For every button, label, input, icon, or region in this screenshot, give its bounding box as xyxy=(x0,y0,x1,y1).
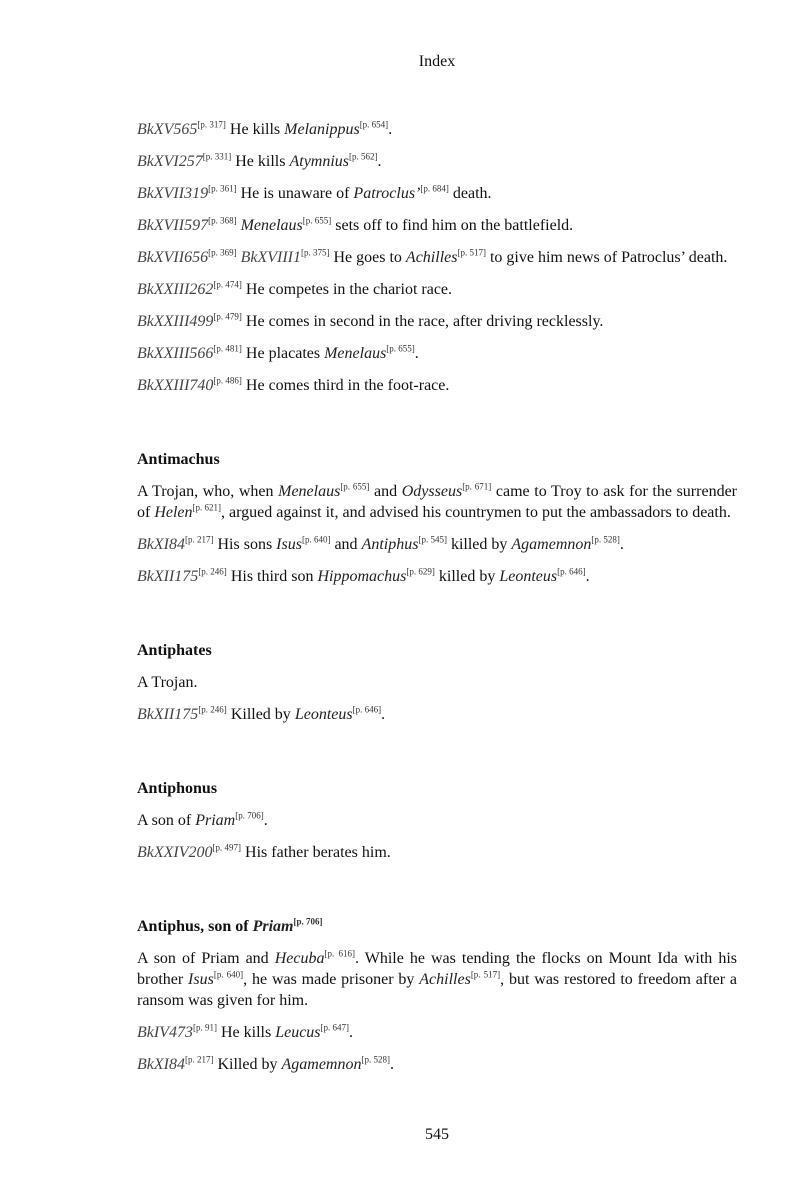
page-reference: [p. 646] xyxy=(352,704,382,715)
entry-text: His third son xyxy=(226,568,318,585)
entry-text: Antiphonus xyxy=(137,780,218,797)
page-reference: [p. 217] xyxy=(184,534,214,545)
page-reference: [p. 369] xyxy=(208,247,237,258)
entry-text: Antimachus xyxy=(137,451,220,468)
index-page xyxy=(137,0,737,1200)
page-reference: [p. 621] xyxy=(192,502,222,513)
entry-text: . xyxy=(619,536,624,553)
page-reference: [p. 654] xyxy=(359,119,389,130)
page-reference: [p. 646] xyxy=(557,566,586,577)
page-reference: [p. 479] xyxy=(213,311,242,322)
index-heading xyxy=(137,640,737,661)
book-reference: BkXII175 xyxy=(137,568,199,585)
entry-text: death. xyxy=(448,185,492,202)
page-reference: [p. 217] xyxy=(184,1054,214,1065)
index-entry xyxy=(137,1054,737,1075)
person-name: Menelaus xyxy=(278,483,341,500)
person-name: Menelaus xyxy=(324,345,387,362)
entry-text: , but was restored to freedom after a ransom was given for him. xyxy=(137,971,738,1009)
entry-text: A Trojan. xyxy=(137,674,198,691)
entry-text: Killed by xyxy=(226,706,295,723)
person-name: Achilles xyxy=(405,249,458,266)
index-entry xyxy=(137,215,737,236)
page-reference: [p. 655] xyxy=(302,215,332,226)
entry-text: He kills xyxy=(225,121,285,138)
person-name: Hippomachus xyxy=(317,568,407,585)
entry-text: A Trojan, who, when xyxy=(137,483,279,500)
entry-text: and xyxy=(330,536,362,553)
entry-text: He comes in second in the race, after driving recklessly. xyxy=(241,313,604,330)
entry-text: . xyxy=(389,1056,394,1073)
entry-text: He kills xyxy=(216,1024,276,1041)
page-reference: [p. 640] xyxy=(301,534,331,545)
index-entry xyxy=(137,375,737,396)
page-reference: [p. 317] xyxy=(197,119,226,130)
book-reference: BkXXIII566 xyxy=(137,345,214,362)
index-heading xyxy=(137,916,737,937)
entry-text: He competes in the chariot race. xyxy=(241,281,453,298)
book-reference: BkXXIII499 xyxy=(137,313,214,330)
person-name: Melanippus xyxy=(284,121,360,138)
index-entry xyxy=(137,247,737,268)
entry-text: . xyxy=(381,706,386,723)
page-reference: [p. 517] xyxy=(470,969,501,980)
index-entry xyxy=(137,279,737,300)
entry-text: A son of xyxy=(137,812,196,829)
entry-text: He goes to xyxy=(329,249,406,266)
person-name: Hecuba xyxy=(274,950,325,967)
person-name: Leonteus xyxy=(294,706,353,723)
book-reference: BkXVII319 xyxy=(137,185,209,202)
index-entry xyxy=(137,311,737,332)
book-reference: BkXXIV200 xyxy=(137,844,213,861)
section-divider xyxy=(137,736,737,778)
entry-text: A son of Priam and xyxy=(137,950,275,967)
entry-text: . While he was tending the flocks on Mount Ida with his brother xyxy=(137,950,737,988)
person-name: Leucus xyxy=(275,1024,321,1041)
page-reference: [p. 517] xyxy=(457,247,486,258)
page-reference: [p. 375] xyxy=(300,247,330,258)
page-reference: [p. 497] xyxy=(212,842,242,853)
running-head: Index xyxy=(418,53,456,70)
book-reference: BkXXIII262 xyxy=(137,281,214,298)
book-reference: BkXVI257 xyxy=(137,153,203,170)
person-name: Achilles xyxy=(419,971,471,988)
page-reference: [p. 562] xyxy=(349,151,378,162)
entry-text: and xyxy=(369,483,402,500)
person-name: Menelaus xyxy=(240,217,303,234)
page-reference: [p. 368] xyxy=(208,215,237,226)
entry-text: sets off to find him on the battlefield. xyxy=(331,217,574,234)
index-description xyxy=(137,481,737,523)
page-reference: [p. 629] xyxy=(406,566,435,577)
page-reference: [p. 486] xyxy=(213,375,242,386)
book-reference: BkXI84 xyxy=(137,536,185,553)
book-reference: BkXVIII1 xyxy=(240,249,301,266)
entry-text: . xyxy=(349,1024,354,1041)
person-name: Agamemnon xyxy=(281,1056,362,1073)
page-reference: [p. 640] xyxy=(213,969,244,980)
person-name: Leonteus xyxy=(499,568,558,585)
index-description xyxy=(137,672,737,693)
page-reference: [p. 647] xyxy=(320,1022,350,1033)
page-reference: [p. 91] xyxy=(192,1022,217,1033)
book-reference: BkXI84 xyxy=(137,1056,185,1073)
index-entry xyxy=(137,151,737,172)
person-name: Priam xyxy=(195,812,236,829)
index-heading xyxy=(137,778,737,799)
entry-text: . xyxy=(377,153,382,170)
entry-text: . xyxy=(388,121,393,138)
entry-text: He kills xyxy=(231,153,290,170)
entry-text: . xyxy=(414,345,419,362)
person-name: Isus xyxy=(188,971,214,988)
index-description xyxy=(137,948,737,1011)
entry-text: . xyxy=(585,568,590,585)
entry-text: Killed by xyxy=(213,1056,282,1073)
entry-text: came to Troy to ask for the surrender of xyxy=(137,483,737,521)
page-reference: [p. 706] xyxy=(235,810,264,821)
entry-text: His father berates him. xyxy=(241,844,391,861)
entry-text: killed by xyxy=(434,568,500,585)
section-divider xyxy=(137,598,737,640)
page-reference: [p. 655] xyxy=(340,481,370,492)
page-reference: [p. 671] xyxy=(462,481,492,492)
section-divider xyxy=(137,874,737,916)
index-entry xyxy=(137,534,737,555)
person-name: Antiphus xyxy=(361,536,419,553)
page-reference: [p. 361] xyxy=(208,183,237,194)
person-name: Odysseus xyxy=(401,483,463,500)
page-reference: [p. 331] xyxy=(202,151,232,162)
person-name: Isus xyxy=(276,536,302,553)
page-reference: [p. 684] xyxy=(420,183,449,194)
entry-text: Antiphus, son of xyxy=(137,918,253,935)
page-reference: [p. 616] xyxy=(324,948,355,959)
index-entry xyxy=(137,1022,737,1043)
index-entry xyxy=(137,566,737,587)
page-reference: [p. 528] xyxy=(361,1054,390,1065)
page-reference: [p. 246] xyxy=(198,566,227,577)
index-entry xyxy=(137,343,737,364)
index-description xyxy=(137,810,737,831)
index-heading xyxy=(137,449,737,470)
index-entry xyxy=(137,183,737,204)
entry-text: to give him news of Patroclus’ death. xyxy=(485,249,728,266)
person-name: Patroclus’ xyxy=(353,185,421,202)
entry-text: He comes third in the foot-race. xyxy=(241,377,450,394)
person-name: Priam xyxy=(252,918,294,935)
page-reference: [p. 545] xyxy=(418,534,447,545)
book-reference: BkXVII656 xyxy=(137,249,209,266)
page-reference: [p. 246] xyxy=(198,704,227,715)
page-reference: [p. 706] xyxy=(293,916,323,927)
book-reference: BkXV565 xyxy=(137,121,198,138)
page-reference: [p. 474] xyxy=(213,279,242,290)
book-reference: BkXII175 xyxy=(137,706,199,723)
entry-text: , he was made prisoner by xyxy=(243,971,420,988)
index-entry xyxy=(137,119,737,140)
person-name: Atymnius xyxy=(289,153,350,170)
index-entry xyxy=(137,842,737,863)
entry-text: He placates xyxy=(241,345,325,362)
page-reference: [p. 655] xyxy=(386,343,415,354)
index-entry xyxy=(137,704,737,725)
index-content xyxy=(137,119,737,1086)
book-reference: BkIV473 xyxy=(137,1024,193,1041)
entry-text: , argued against it, and advised his countrymen to put the ambassadors to death. xyxy=(221,504,731,521)
page-reference: [p. 528] xyxy=(591,534,620,545)
book-reference: BkXVII597 xyxy=(137,217,209,234)
section-divider xyxy=(137,407,737,449)
entry-text: He is unaware of xyxy=(236,185,354,202)
book-reference: BkXXIII740 xyxy=(137,377,214,394)
person-name: Agamemnon xyxy=(511,536,592,553)
entry-text: killed by xyxy=(446,536,512,553)
page-number: 545 xyxy=(425,1126,449,1143)
entry-text: His sons xyxy=(213,536,277,553)
page-reference: [p. 481] xyxy=(213,343,242,354)
entry-text: Antiphates xyxy=(137,642,212,659)
person-name: Helen xyxy=(154,504,193,521)
entry-text: . xyxy=(263,812,268,829)
